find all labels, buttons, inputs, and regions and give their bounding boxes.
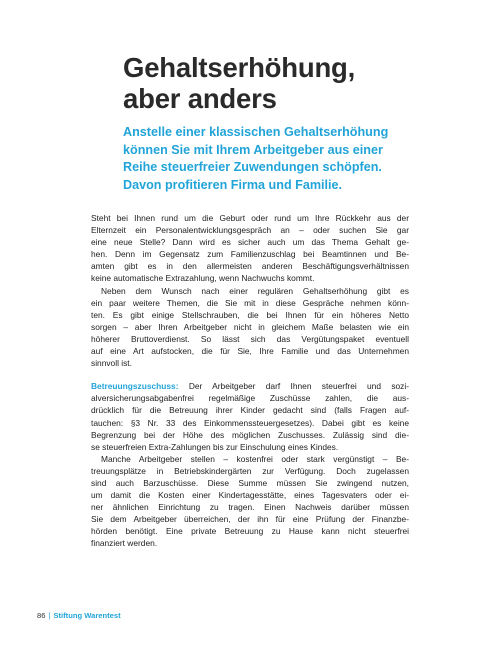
paragraph-4 bbox=[91, 453, 409, 550]
text-line: ner ähnlichen Einrichtung zu tragen. Einen Nachweis darüber müssen bbox=[91, 502, 409, 513]
page-title-line-2: aber anders bbox=[123, 83, 277, 114]
text-line: Begrenzung bei der Höhe des möglichen Zuschusses. Zulässig sind die- bbox=[91, 429, 409, 440]
subtitle-line: Reihe steuerfreier Zuwendungen schöpfen. bbox=[123, 160, 382, 174]
text-line: eine neue Stelle? Dann wird es sicher auch um das Thema Gehalt ge- bbox=[91, 237, 409, 248]
text-line: ten. Es gibt einige Stellschrauben, die bei Ihnen für ein höheres Netto bbox=[91, 309, 409, 320]
text-line bbox=[91, 380, 409, 392]
keyword-betreuungszuschuss: Betreuungszuschuss: bbox=[91, 381, 179, 392]
text-line: sinnvoll ist. bbox=[91, 358, 132, 369]
text-line: um damit die Kosten einer Kindertagesstätte, eines Tagesvaters oder ei- bbox=[91, 490, 409, 501]
footer-brand: Stiftung Warentest bbox=[53, 611, 121, 620]
page-title bbox=[123, 52, 423, 114]
text-line: amten gibt es in den allermeisten anderen Beschäftigungsverhältnissen bbox=[91, 261, 409, 272]
page-number: 86 bbox=[37, 611, 46, 620]
text-line: Steht bei Ihnen rund um die Geburt oder rund um Ihre Rückkehr aus der bbox=[91, 213, 409, 223]
lead-subtitle bbox=[123, 124, 443, 194]
text-line: hörden benötigt. Eine private Betreuung zu Hause kann nicht steuerfrei bbox=[91, 526, 409, 537]
text-line: auf eine Art aufstocken, die für Sie, Ihre Familie und das Unternehmen bbox=[91, 346, 409, 357]
text-line: Manche Arbeitgeber stellen – kostenfrei oder stark vergünstigt – Be- bbox=[101, 453, 409, 464]
text-line: se steuerfreien Extra-Zahlungen bis zur Einschulung eines Kindes. bbox=[91, 441, 339, 452]
paragraph-2 bbox=[91, 285, 409, 370]
text-line: sorgen – aber Ihren Arbeitgeber nicht in gleichem Maße belasten wie ein bbox=[91, 321, 409, 332]
subtitle-line: können Sie mit Ihrem Arbeitgeber aus einer bbox=[123, 142, 383, 157]
subtitle-line: Davon profitieren Firma und Familie. bbox=[123, 177, 343, 192]
paragraph-1 bbox=[91, 212, 409, 285]
text-line: ein paar weitere Themen, die Sie mit in diese Gespräche nehmen könn- bbox=[91, 297, 409, 308]
text-line: treuungsplätze in Betriebskindergärten zur Verfügung. Doch zugelassen bbox=[91, 465, 409, 476]
text-line: sind auch Barzuschüsse. Diese Summe müssen Sie zwingend nutzen, bbox=[91, 477, 409, 488]
text-line: drücklich für die Betreuung ihrer Kinder gedacht sind (falls Fragen auf- bbox=[91, 405, 409, 416]
paragraph-3 bbox=[91, 380, 409, 453]
text-line: tauchen: §3 Nr. 33 des Einkommenssteuergesetzes). Dabei gibt es keine bbox=[91, 417, 409, 428]
text-line: höherer Bruttoverdienst. So lässt sich das Vergütungspaket eventuell bbox=[91, 333, 409, 344]
text-line: finanziert werden. bbox=[91, 538, 158, 549]
page-footer bbox=[37, 611, 121, 621]
footer-separator: | bbox=[48, 611, 51, 620]
body-text bbox=[91, 212, 409, 550]
text-line: alversicherungsabgabenfrei regelmäßige Zuschüsse zahlen, die aus- bbox=[91, 393, 409, 404]
text-line: hen. Denn im Gegensatz zum Familienzuschlag bei Beamtinnen und Be- bbox=[91, 249, 409, 260]
text-line: keine automatische Extrazahlung, wenn Nachwuchs kommt. bbox=[91, 273, 315, 284]
text-line: Neben dem Wunsch nach einer regulären Gehaltserhöhung gibt es bbox=[101, 285, 409, 296]
subtitle-line: Anstelle einer klassischen Gehaltserhöhung bbox=[123, 125, 389, 139]
text-fragment: Der Arbeitgeber darf Ihnen steuerfrei und sozi- bbox=[178, 381, 409, 392]
text-line: Sie dem Arbeitgeber überreichen, der ihn für eine Prüfung der Finanzbe- bbox=[91, 514, 409, 525]
page-title-line-1: Gehaltserhöhung, bbox=[123, 52, 356, 83]
text-line: Elternzeit ein Personalentwicklungsgespräch an – oder suchen Sie gar bbox=[91, 225, 409, 236]
